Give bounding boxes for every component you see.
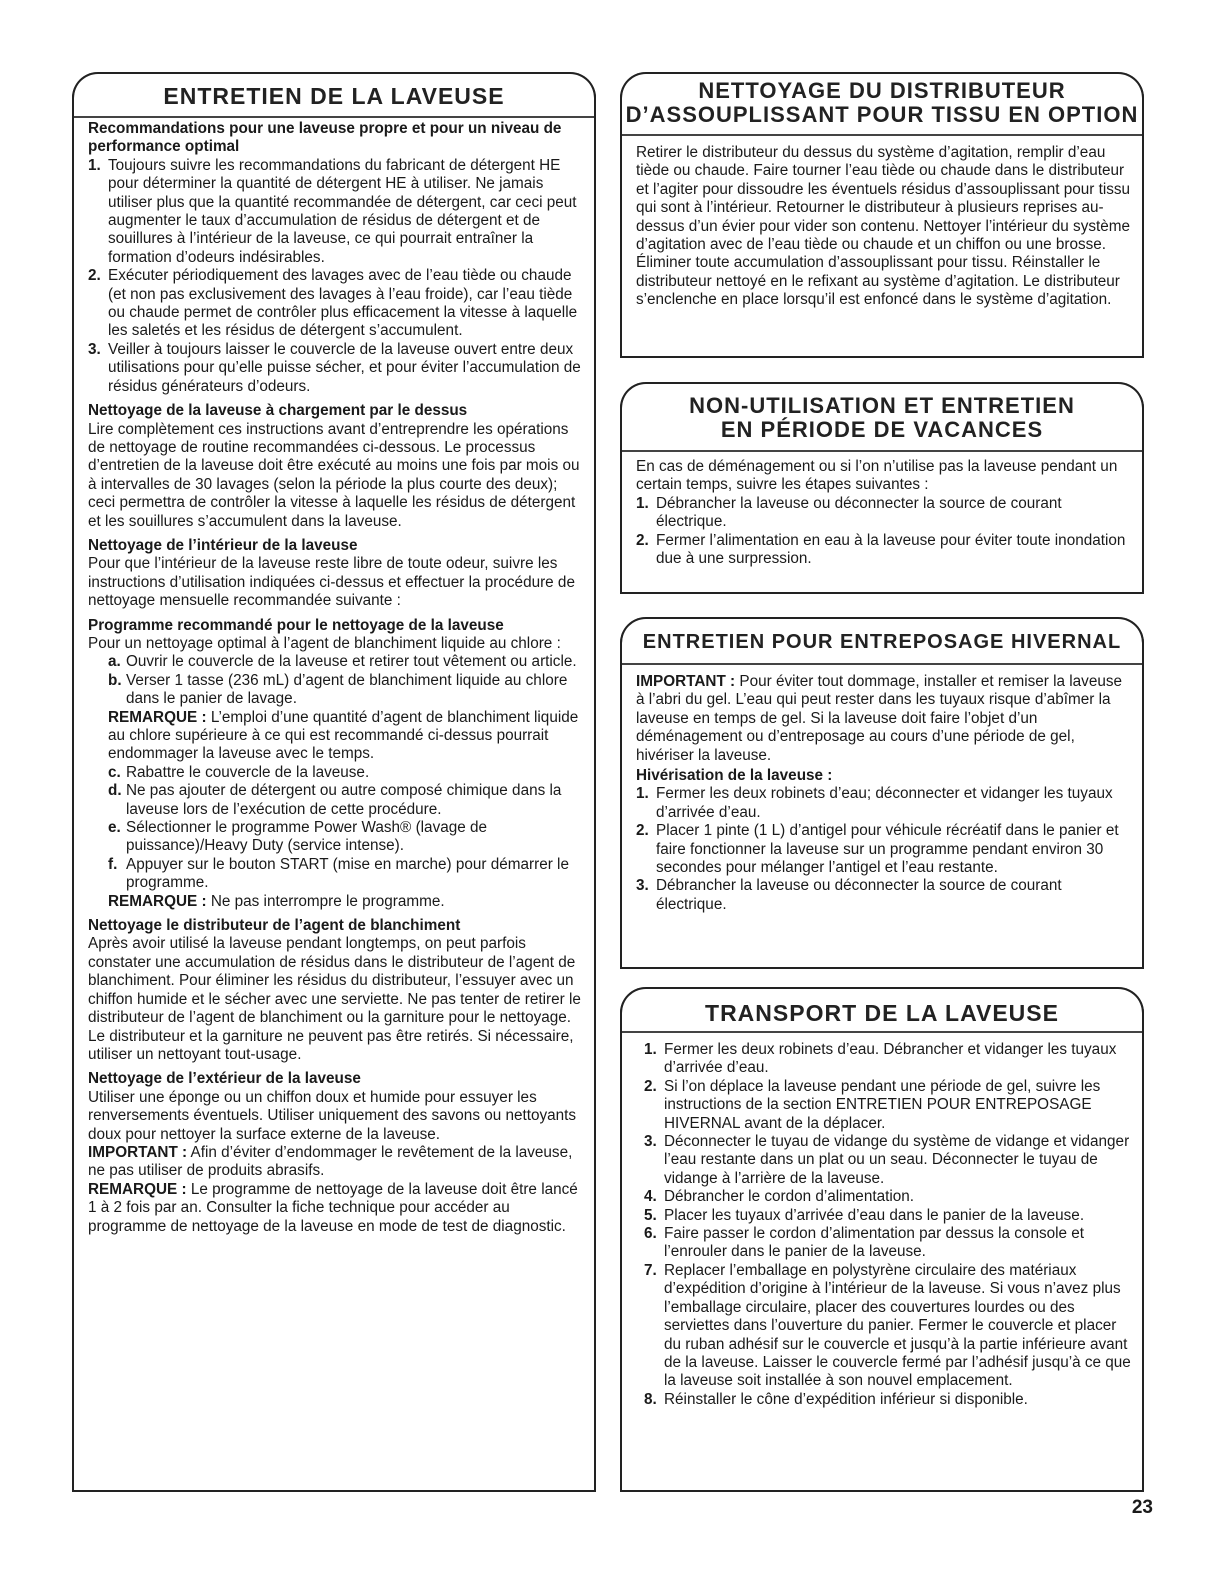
list-item: e. Sélectionner le programme Power Wash® (lavage de puissance)/Heavy Duty (service intense). xyxy=(108,819,488,855)
subheading-exterior: Nettoyage de l’extérieur de la laveuse xyxy=(88,1070,361,1088)
list-item: 3. Déconnecter le tuyau de vidange du système de vidange et vidanger l’eau restante dans un plat ou un seau. Déconnecter le tuyau de vidange à l’arrière de la laveuse. xyxy=(644,1133,1130,1187)
section-winter-storage xyxy=(620,617,1144,969)
section-title: TRANSPORT DE LA LAVEUSE xyxy=(705,1000,1059,1026)
list-item: 2. Fermer l’alimentation en eau à la laveuse pour éviter toute inondation due à une surpression. xyxy=(636,531,1126,568)
section-title: NETTOYAGE DU DISTRIBUTEUR D’ASSOUPLISSANT POUR TISSU EN OPTION xyxy=(625,78,1139,128)
steps-list xyxy=(88,653,584,708)
subheading-interior: Nettoyage de l’intérieur de la laveuse xyxy=(88,536,358,554)
list-item: 3. Veiller à toujours laisser le couvercle de la laveuse ouvert entre deux utilisations pour qu’elle puisse sécher, et pour éviter l’accumulation de résidus générateurs d’odeurs. xyxy=(88,340,581,395)
paragraph: Retirer le distributeur du dessus du système d’agitation, remplir d’eau tiède ou chaude. Faire tourner l’eau tiède ou chaude dans le distributeur et l’agiter pour dissoudre les éventuels résidus d’assouplissant pour tissu qui sont à l’intérieur. Retourner le distributeur à plusieurs reprises au-dessus d’un évier pour vider son contenu. Nettoyer l’intérieur du système d’agitation avec de l’eau tiède ou chaude et un chiffon ou une brosse. Éliminer toute accumulation d’assouplissant pour tissu. Réinstaller le distributeur nettoyé en le refixant au système d’agitation. Le distributeur s’enclenche en place lorsqu’il est enfoncé dans le système d’agitation. xyxy=(636,144,1131,309)
important-note: IMPORTANT : Afin d’éviter d’endommager le revêtement de la laveuse, ne pas utiliser de produits abrasifs. xyxy=(88,1143,573,1180)
recommendations-list xyxy=(88,157,584,396)
subheading-program: Programme recommandé pour le nettoyage de la laveuse xyxy=(88,616,504,634)
list-item: c. Rabattre le couvercle de la laveuse. xyxy=(108,763,370,781)
list-item: a. Ouvrir le couvercle de la laveuse et retirer tout vêtement ou article. xyxy=(108,653,577,671)
page-number: 23 xyxy=(1131,1497,1153,1518)
note: REMARQUE : Le programme de nettoyage de la laveuse doit être lancé 1 à 2 fois par an. Consulter la fiche technique pour accéder au programme de nettoyage de la laveuse en mode de test de diagnostic. xyxy=(88,1180,578,1235)
list-item: 5. Placer les tuyaux d’arrivée d’eau dans le panier de la laveuse. xyxy=(644,1206,1085,1224)
list-item: 1. Débrancher la laveuse ou déconnecter la source de courant électrique. xyxy=(636,494,1062,531)
list-item: 1. Fermer les deux robinets d’eau. Débrancher et vidanger les tuyaux d’arrivée d’eau. xyxy=(644,1041,1117,1077)
section-title: ENTRETIEN POUR ENTREPOSAGE HIVERNAL xyxy=(642,631,1122,653)
note: REMARQUE : Ne pas interrompre le programme. xyxy=(108,892,445,910)
transport-steps xyxy=(644,1041,1132,1409)
section-vacation xyxy=(620,382,1144,594)
paragraph: Après avoir utilisé la laveuse pendant longtemps, on peut parfois constater une accumulation de résidus dans le distributeur de l’agent de blanchiment. Pour éliminer les résidus du distributeur, l’essuyer avec un chiffon humide et le sécher avec une serviette. Ne pas tenter de retirer le distributeur de l’agent de blanchiment ou la garniture pour le nettoyage. Le distributeur et la garniture ne peuvent pas être retirés. Si nécessaire, utiliser un nettoyant tout-usage. xyxy=(88,935,581,1063)
vacation-steps xyxy=(636,495,1132,569)
winterize-steps xyxy=(636,785,1132,914)
list-item: f. Appuyer sur le bouton START (mise en marche) pour démarrer le programme. xyxy=(108,855,569,892)
paragraph: Utiliser une éponge ou un chiffon doux et humide pour essuyer les renversements éventuels. Utiliser uniquement des savons ou nettoyants doux pour nettoyer la surface externe de la laveuse. xyxy=(88,1088,577,1143)
subheading-bleach-dispenser: Nettoyage le distributeur de l’agent de blanchiment xyxy=(88,917,461,935)
steps-list xyxy=(88,764,584,893)
list-item: 2. Exécuter périodiquement des lavages avec de l’eau tiède ou chaude (et non pas exclusivement des lavages à l’eau froide), car l’eau tiède ou chaude permet de contrôler plus efficacement la vitesse à laquelle les saletés et les résidus de détergent s’accumulent. xyxy=(88,267,578,340)
list-item: 4. Débrancher le cordon d’alimentation. xyxy=(644,1188,914,1206)
section-transport xyxy=(620,987,1144,1492)
subheading-recommendations: Recommandations pour une laveuse propre et pour un niveau de performance optimal xyxy=(88,120,562,156)
note: REMARQUE : L’emploi d’une quantité d’agent de blanchiment liquide au chlore supérieure à ce qui est recommandé ci-dessus pourrait endommager la laveuse avec le temps. xyxy=(108,708,579,763)
paragraph: Pour que l’intérieur de la laveuse reste libre de toute odeur, suivre les instructions d’utilisation indiquées ci-dessus et effectuer la procédure de nettoyage mensuelle recommandée suivante : xyxy=(88,555,575,610)
section-title: ENTRETIEN DE LA LAVEUSE xyxy=(163,83,505,109)
section-title: NON-UTILISATION ET ENTRETIEN EN PÉRIODE DE VACANCES xyxy=(689,393,1075,443)
subheading-top-load: Nettoyage de la laveuse à chargement par le dessus xyxy=(88,402,468,420)
subheading-winterize: Hivérisation de la laveuse : xyxy=(636,767,833,785)
paragraph: Pour un nettoyage optimal à l’agent de blanchiment liquide au chlore : xyxy=(88,634,561,652)
list-item: 1. Fermer les deux robinets d’eau; déconnecter et vidanger les tuyaux d’arrivée d’eau. xyxy=(636,785,1113,821)
section-softener-dispenser xyxy=(620,72,1144,358)
list-item: 1. Toujours suivre les recommandations du fabricant de détergent HE pour déterminer la quantité de détergent HE à utiliser. Ne jamais utiliser plus que la quantité recommandée de détergent, car ceci peut augmenter le taux d’accumulation de résidus de détergent et de souillures à l’intérieur de la laveuse, ce qui pourrait entraîner la formation d’odeurs indésirables. xyxy=(88,156,577,266)
list-item: b. Verser 1 tasse (236 mL) d’agent de blanchiment liquide au chlore dans le panier de lavage. xyxy=(108,671,568,708)
important-note: IMPORTANT : Pour éviter tout dommage, installer et remiser la laveuse à l’abri du gel. L’eau qui peut rester dans les tuyaux risque d’abîmer la laveuse en temps de gel. Si la laveuse doit faire l’objet d’un déménagement ou d’entreposage au cours d’une période de gel, hivériser la laveuse. xyxy=(636,673,1122,764)
list-item: 6. Faire passer le cordon d’alimentation par dessus la console et l’enrouler dans le panier de la laveuse. xyxy=(644,1225,1085,1261)
paragraph: Lire complètement ces instructions avant d’entreprendre les opérations de nettoyage de routine recommandées ci-dessous. Le processus d’entretien de la laveuse doit être exécuté au moins une fois par mois ou à intervalles de 30 lavages (selon la période la plus courte des deux); ceci permettra de contrôler la vitesse à laquelle les résidus de détergent et les souillures s’accumulent dans la laveuse. xyxy=(88,420,580,530)
list-item: 3. Débrancher la laveuse ou déconnecter la source de courant électrique. xyxy=(636,877,1062,913)
list-item: 7. Replacer l’emballage en polystyrène circulaire des matériaux d’expédition d’origine à l’intérieur de la laveuse. Si vous n’avez plus l’emballage circulaire, placer des couvertures lourdes ou des serviettes dans l’ouverture du panier. Fermer le couvercle et placer du ruban adhésif sur le couvercle et jusqu’à la partie inférieure avant de la laveuse. Laisser le couvercle fermé par l’adhésif jusqu’à ce que la laveuse soit installée à son nouvel emplacement. xyxy=(644,1261,1131,1390)
section-laveuse-maintenance xyxy=(72,72,596,1492)
paragraph: En cas de déménagement ou si l’on n’utilise pas la laveuse pendant un certain temps, suivre les étapes suivantes : xyxy=(636,458,1118,494)
list-item: 2. Placer 1 pinte (1 L) d’antigel pour véhicule récréatif dans le panier et faire fonctionner la laveuse sur un programme pendant environ 30 secondes pour mélanger l’antigel et l’eau restante. xyxy=(636,822,1119,877)
list-item: 8. Réinstaller le cône d’expédition inférieur si disponible. xyxy=(644,1390,1028,1408)
list-item: d. Ne pas ajouter de détergent ou autre composé chimique dans la laveuse lors de l’exécution de cette procédure. xyxy=(108,782,562,818)
list-item: 2. Si l’on déplace la laveuse pendant une période de gel, suivre les instructions de la section ENTRETIEN POUR ENTREPOSAGE HIVERNAL avant de la déplacer. xyxy=(644,1077,1101,1132)
